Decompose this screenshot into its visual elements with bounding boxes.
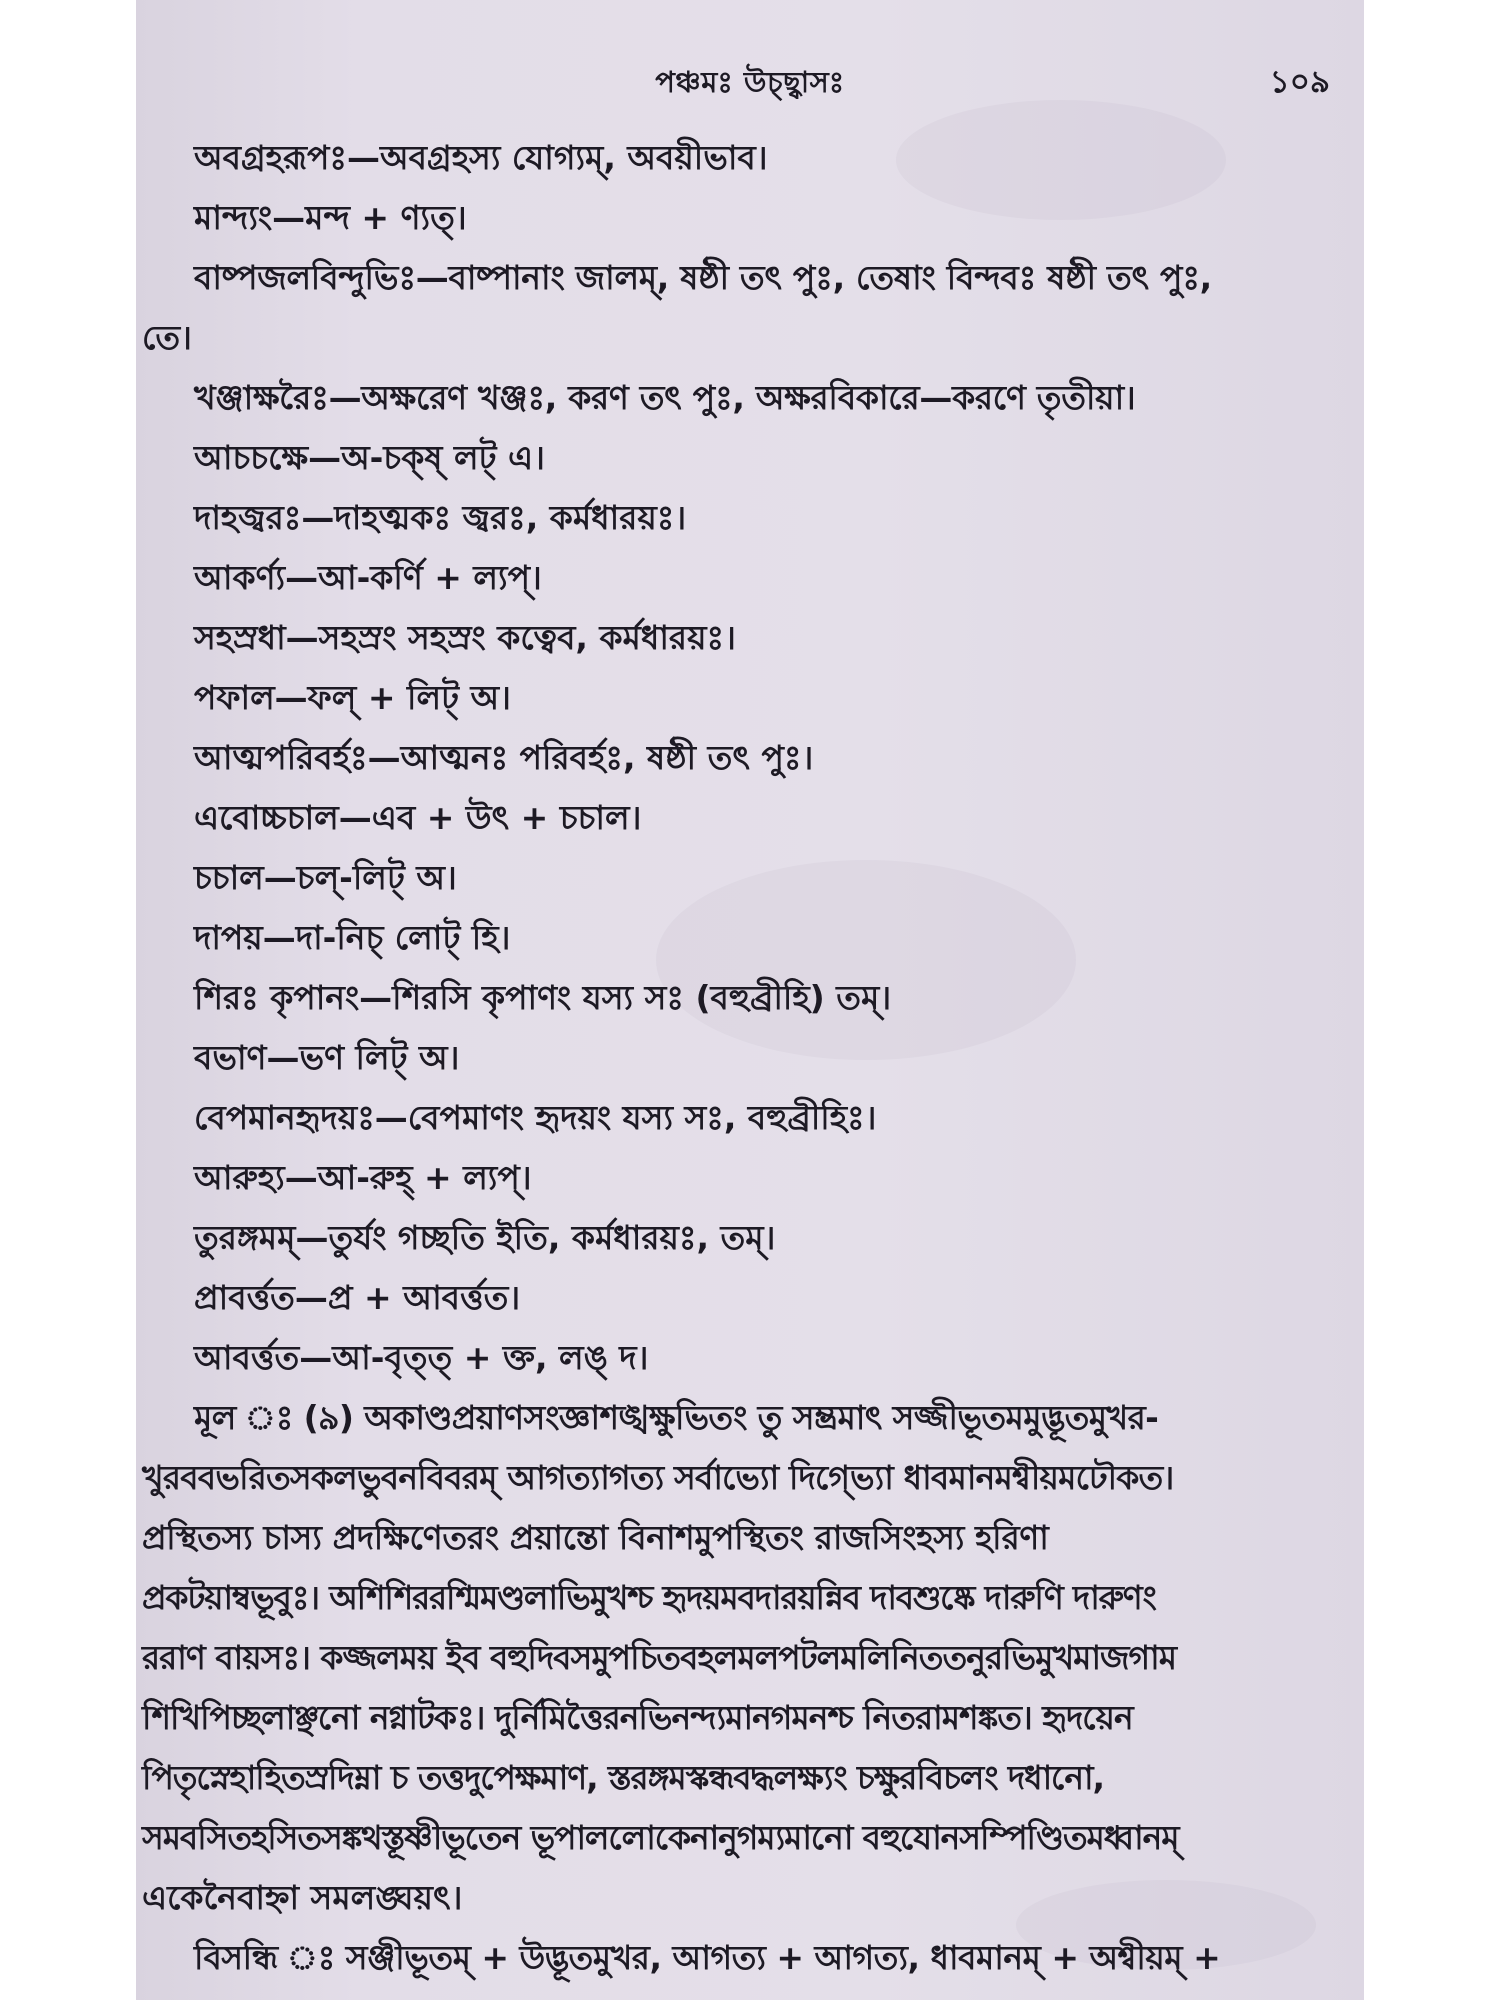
- gloss-entry: মান্দ্যং—মন্দ + ণ্যত্।: [194, 198, 467, 237]
- gloss-entry: খঞ্জাক্ষরৈঃ—অক্ষরেণ খঞ্জঃ, করণ তৎ পুঃ, অক্ষরবিকারে—করণে তৃতীয়া।: [194, 378, 1136, 417]
- gloss-continuation: তে।: [142, 318, 192, 357]
- mula-line: প্রস্থিতস্য চাস্য প্রদক্ষিণেতরং প্রয়ান্তো বিনাশমুপস্থিতং রাজসিংহস্য হরিণা: [142, 1518, 1049, 1557]
- gloss-entry: আকর্ণ্য—আ-কর্ণি + ল্যপ্।: [194, 558, 542, 597]
- gloss-entry: আবর্ত্তত—আ-বৃত্ত্ + ক্ত, লঙ্ দ।: [194, 1338, 649, 1377]
- gloss-entry: এবোচ্চচাল—এব + উৎ + চচাল।: [194, 798, 642, 837]
- gloss-entry: আত্মপরিবর্হঃ—আত্মনঃ পরিবর্হঃ, ষষ্ঠী তৎ পুঃ।: [194, 738, 814, 777]
- gloss-entry: দাপয়—দা-নিচ্ লোট্ হি।: [194, 918, 511, 957]
- gloss-entry: চচাল—চল্-লিট্ অ।: [194, 858, 457, 897]
- mula-line: সমবসিতহসিতসঙ্কথস্তূষ্ণীভূতেন ভূপাললোকেনানুগম্যমানো বহুযোনসম্পিণ্ডিতমধ্বানম্: [142, 1818, 1179, 1857]
- mula-line: পিতৃস্নেহাহিতস্রদিম্না চ তত্তদুপেক্ষমাণ, স্তরঙ্গমস্কন্ধবদ্ধলক্ষ্যং চক্ষুরবিচলং দধানো,: [142, 1758, 1104, 1797]
- gloss-entry: বেপমানহৃদয়ঃ—বেপমাণং হৃদয়ং যস্য সঃ, বহুব্রীহিঃ।: [194, 1098, 877, 1137]
- sandhi-line: বিসন্ধি ঃ সঞ্জীভূতম্ + উদ্ভূতমুখর, আগত্য + আগত্য, ধাবমানম্ + অশ্বীয়ম্ +: [194, 1938, 1221, 1977]
- book-page: [136, 0, 1364, 2000]
- mula-line: মূল ঃ (৯) অকাণ্ডপ্রয়াণসংজ্ঞাশঙ্খক্ষুভিতং তু সম্ভ্রমাৎ সজ্জীভূতমমুদ্ভূতমুখর-: [194, 1398, 1159, 1437]
- gloss-entry: শিরঃ কৃপানং—শিরসি কৃপাণং যস্য সঃ (বহুব্রীহি) তম্।: [194, 978, 892, 1017]
- gloss-entry: সহস্রধা—সহস্রং সহস্রং কত্বেব, কর্মধারয়ঃ।: [194, 618, 736, 657]
- gloss-entry: আচচক্ষে—অ-চক্ষ্ লট্ এ।: [194, 438, 545, 477]
- gloss-entry: বাষ্পজলবিন্দুভিঃ—বাষ্পানাং জালম্, ষষ্ঠী তৎ পুঃ, তেষাং বিন্দবঃ ষষ্ঠী তৎ পুঃ,: [194, 258, 1212, 297]
- gloss-entry: পফাল—ফল্ + লিট্ অ।: [194, 678, 511, 717]
- body-text: [142, 128, 1348, 1988]
- gloss-entry: দাহজ্বরঃ—দাহত্মকঃ জ্বরঃ, কর্মধারয়ঃ।: [194, 498, 687, 537]
- gloss-entry: বভাণ—ভণ লিট্ অ।: [194, 1038, 460, 1077]
- running-head: পঞ্চমঃ উচ্ছ্বাসঃ: [655, 65, 845, 99]
- gloss-entry: আরুহ্য—আ-রুহ্ + ল্যপ্।: [194, 1158, 532, 1197]
- gloss-entry: প্রাবর্ত্তত—প্র + আবর্ত্তত।: [194, 1278, 521, 1317]
- mula-line: একেনৈবাহ্না সমলঙ্ঘয়ৎ।: [142, 1878, 463, 1917]
- mula-line: খুরববভরিতসকলভুবনবিবরম্ আগত্যাগত্য সর্বাভ্যো দিগ্ভ্যো ধাবমানমশ্বীয়মঢৌকত।: [142, 1458, 1174, 1497]
- gloss-entry: অবগ্রহরূপঃ—অবগ্রহস্য যোগ্যম্, অবয়ীভাব।: [194, 138, 768, 177]
- page-number: ১০৯: [1269, 64, 1330, 100]
- page-header: [136, 56, 1364, 106]
- gloss-entry: তুরঙ্গমম্—তুর্যং গচ্ছতি ইতি, কর্মধারয়ঃ, তম্।: [194, 1218, 776, 1257]
- mula-line: প্রকটয়াম্বভূবুঃ। অশিশিররশ্মিমণ্ডলাভিমুখশ্চ হৃদয়মবদারয়ন্নিব দাবশুষ্কে দারুণি দারুণং: [142, 1578, 1156, 1617]
- mula-paragraph: [142, 1388, 1348, 1928]
- mula-line: ররাণ বায়সঃ। কজ্জলময় ইব বহুদিবসমুপচিতবহলমলপটলমলিনিততনুরভিমুখমাজগাম: [142, 1638, 1177, 1677]
- mula-line: শিখিপিচ্ছলাঞ্ছনো নগ্নাটকঃ। দুর্নিমিত্তৈরনভিনন্দ্যমানগমনশ্চ নিতরামশঙ্কত। হৃদয়েন: [142, 1698, 1133, 1737]
